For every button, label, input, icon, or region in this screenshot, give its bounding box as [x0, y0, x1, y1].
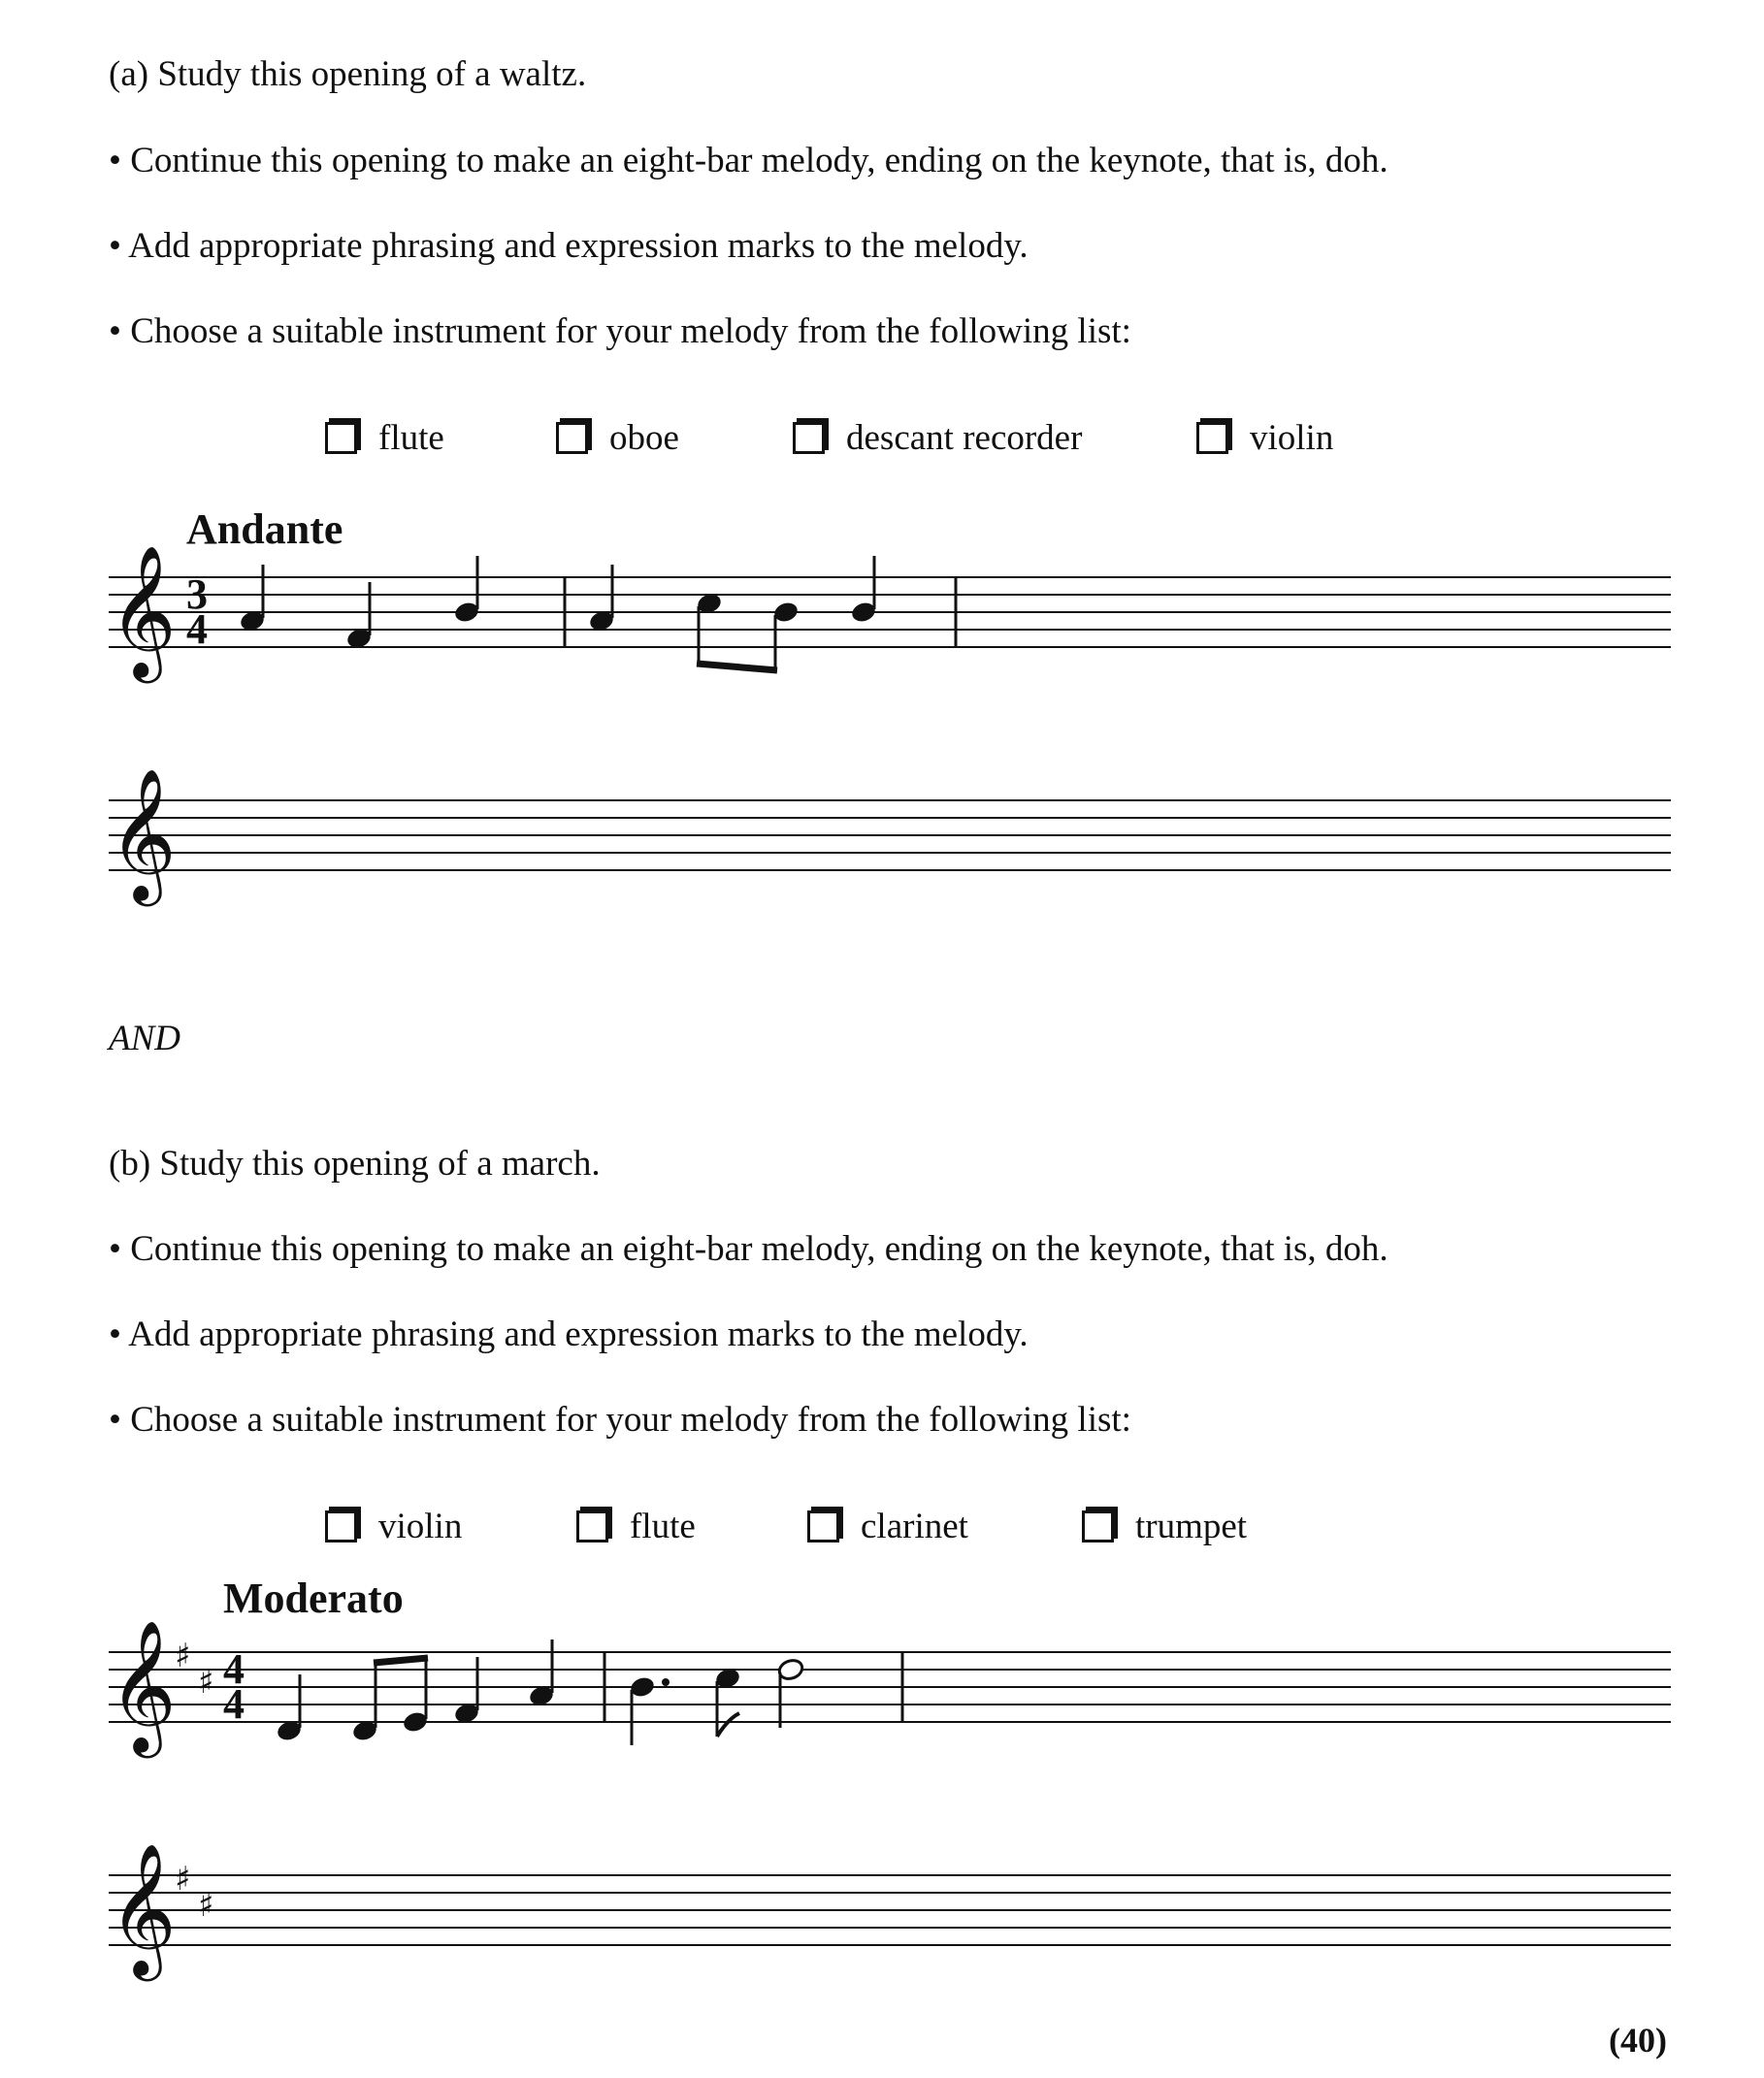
part-b-bullet-1: • Continue this opening to make an eight-bar melody, ending on the keynote, that is, doh. [109, 1229, 1388, 1269]
checkbox-icon[interactable] [793, 422, 825, 454]
staff-a-opening [0, 543, 1764, 698]
option-label: oboe [609, 418, 679, 458]
treble-clef-icon: 𝄞 [109, 1841, 177, 1975]
note-csharp5-eighth [714, 1666, 742, 1737]
note-b4-eighth [772, 600, 800, 670]
sharp-icon: ♯ [175, 1860, 191, 1899]
option-b-violin[interactable] [325, 1506, 462, 1547]
note-fsharp4 [453, 1657, 481, 1726]
sharp-icon: ♯ [175, 1637, 191, 1675]
time-sig-bottom: 4 [223, 1680, 245, 1728]
checkbox-icon[interactable] [1196, 422, 1228, 454]
sharp-icon: ♯ [198, 1663, 214, 1702]
checkbox-icon[interactable] [807, 1510, 839, 1542]
option-b-clarinet[interactable] [807, 1506, 968, 1547]
option-label: flute [378, 418, 444, 458]
note-a4 [850, 556, 878, 625]
option-a-oboe[interactable] [556, 417, 679, 459]
marks-total: (40) [1609, 2021, 1667, 2060]
note-d4 [276, 1674, 304, 1743]
part-a-intro: (a) Study this opening of a waltz. [109, 54, 587, 94]
option-a-descant-recorder[interactable] [793, 417, 1082, 459]
option-b-flute[interactable] [576, 1506, 696, 1547]
option-a-violin[interactable] [1196, 417, 1333, 459]
part-a-bullet-3: • Choose a suitable instrument for your melody from the following list: [109, 311, 1131, 351]
option-b-trumpet[interactable] [1082, 1506, 1247, 1547]
staff-a-continuation [0, 766, 1764, 912]
beam [697, 664, 777, 670]
note-d5-half [777, 1657, 805, 1728]
note-a4 [528, 1640, 556, 1708]
option-label: trumpet [1135, 1507, 1248, 1546]
note-a4 [453, 556, 481, 625]
note-g4 [588, 565, 616, 633]
option-label: violin [1250, 418, 1334, 458]
note-e4-eighth [402, 1657, 430, 1735]
part-a-bullet-2: • Add appropriate phrasing and expression marks to the melody. [109, 226, 1029, 266]
note-g4 [239, 565, 267, 633]
option-a-flute[interactable] [325, 417, 444, 459]
checkbox-icon[interactable] [576, 1510, 608, 1542]
part-b-bullet-3: • Choose a suitable instrument for your melody from the following list: [109, 1400, 1131, 1440]
option-label: violin [378, 1507, 463, 1546]
time-sig-top: 4 [223, 1645, 245, 1693]
checkbox-icon[interactable] [1082, 1510, 1114, 1542]
option-label: descant recorder [846, 418, 1083, 458]
sharp-icon: ♯ [198, 1886, 214, 1925]
checkbox-icon[interactable] [325, 1510, 357, 1542]
staff-b-continuation [0, 1841, 1764, 1987]
connector-and: AND [109, 1019, 180, 1058]
beam [374, 1658, 428, 1663]
checkbox-icon[interactable] [556, 422, 588, 454]
treble-clef-icon: 𝄞 [109, 1618, 177, 1752]
part-b-bullet-2: • Add appropriate phrasing and expression marks to the melody. [109, 1315, 1029, 1354]
note-c5-eighth [696, 591, 724, 665]
treble-clef-icon: 𝄞 [109, 766, 177, 900]
time-sig-top: 3 [186, 570, 208, 618]
staff-b-opening [0, 1618, 1764, 1773]
treble-clef-icon: 𝄞 [109, 543, 177, 677]
note-d4-eighth [351, 1662, 379, 1743]
tempo-marking-a: Andante [186, 505, 343, 553]
note-e4 [345, 582, 374, 651]
part-a-bullet-1: • Continue this opening to make an eight-bar melody, ending on the keynote, that is, doh. [109, 141, 1388, 180]
time-sig-bottom: 4 [186, 605, 208, 653]
note-b4-dotted-quarter [629, 1674, 670, 1745]
part-b-intro: (b) Study this opening of a march. [109, 1144, 601, 1184]
option-label: clarinet [861, 1507, 968, 1546]
tempo-marking-b: Moderato [223, 1575, 404, 1622]
option-label: flute [630, 1507, 696, 1546]
checkbox-icon[interactable] [325, 422, 357, 454]
